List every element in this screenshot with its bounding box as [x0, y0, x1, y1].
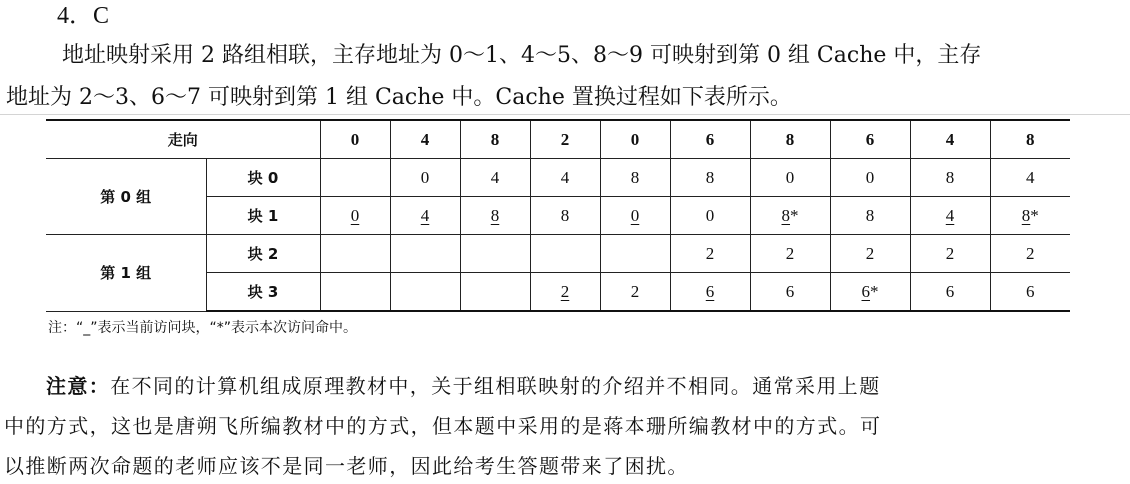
table-cell	[830, 273, 910, 312]
table-cell	[750, 273, 830, 312]
hit-mark: *	[870, 281, 879, 301]
table-cell	[910, 235, 990, 273]
remark-text: 在不同的计算机组成原理教材中，关于组相联映射的介绍并不相同。通常采用上题	[110, 374, 881, 398]
cell-value: 0	[350, 205, 360, 225]
cell-value: 2	[630, 281, 640, 301]
cell-value: 6	[705, 281, 715, 301]
table-cell	[990, 159, 1070, 197]
sequence-cell: 8	[990, 120, 1070, 159]
cell-value: 0	[705, 205, 715, 225]
table-cell	[390, 159, 460, 197]
cell-value: 2	[705, 243, 715, 263]
cell-value: 0	[420, 167, 430, 187]
cell-value: 2	[1026, 243, 1035, 263]
table-cell	[750, 159, 830, 197]
cache-replacement-table	[46, 119, 1070, 312]
block-label: 块 0	[206, 159, 320, 197]
cell-value: 8	[630, 167, 640, 187]
sequence-cell: 4	[910, 120, 990, 159]
table-cell	[750, 235, 830, 273]
table-cell	[670, 197, 750, 235]
table-cell	[390, 273, 460, 312]
sequence-cell: 4	[390, 120, 460, 159]
header-row	[46, 120, 1070, 159]
table-cell	[600, 235, 670, 273]
sequence-cell: 0	[600, 120, 670, 159]
remark-line-2: 中的方式，这也是唐朔飞所编教材中的方式，但本题中采用的是蒋本珊所编教材中的方式。可	[4, 414, 882, 438]
cell-value: 4	[420, 205, 430, 225]
block-label: 块 3	[206, 273, 320, 312]
table-cell	[600, 197, 670, 235]
cell-value: 8	[1021, 205, 1031, 225]
hit-mark: *	[790, 205, 799, 225]
cell-value: 4	[945, 205, 955, 225]
table-cell	[990, 235, 1070, 273]
table-cell	[530, 159, 600, 197]
sequence-cell: 0	[320, 120, 390, 159]
table-cell	[460, 273, 530, 312]
table-cell	[670, 273, 750, 312]
remark-label: 注意：	[46, 374, 111, 398]
cell-value: 8	[945, 167, 955, 187]
table-cell	[320, 273, 390, 312]
table-cell	[910, 159, 990, 197]
table-cell	[320, 159, 390, 197]
table-cell	[460, 159, 530, 197]
table-cell	[600, 159, 670, 197]
group-label: 第 0 组	[46, 159, 206, 235]
cell-value: 2	[945, 243, 955, 263]
block-label: 块 2	[206, 235, 320, 273]
table-cell	[990, 273, 1070, 312]
table-cell	[990, 197, 1070, 235]
sequence-cell: 6	[670, 120, 750, 159]
sequence-cell: 8	[460, 120, 530, 159]
cell-value: 0	[630, 205, 640, 225]
cell-value: 4	[490, 167, 500, 187]
sequence-cell: 8	[750, 120, 830, 159]
table-cell	[460, 235, 530, 273]
table-cell	[460, 197, 530, 235]
cell-value: 2	[865, 243, 875, 263]
cell-value: 2	[560, 281, 570, 301]
table-cell	[910, 273, 990, 312]
table-note: 注：“_”表示当前访问块，“*”表示本次访问命中。	[48, 320, 358, 336]
direction-header: 走向	[46, 120, 320, 159]
sequence-cell: 2	[530, 120, 600, 159]
cell-value: 6	[1026, 281, 1035, 301]
paragraph-line-1: 地址映射采用 2 路组相联，主存地址为 0～1、4～5、8～9 可映射到第 0 组 Cache 中，主存	[62, 43, 982, 68]
table-cell	[530, 197, 600, 235]
table-cell	[670, 235, 750, 273]
cell-value: 6	[945, 281, 955, 301]
remark-line-3: 以推断两次命题的老师应该不是同一老师，因此给考生答题带来了困扰。	[4, 454, 689, 478]
cell-value: 8	[705, 167, 715, 187]
remark-line-1	[46, 373, 881, 399]
table-cell	[390, 197, 460, 235]
table-cell	[830, 197, 910, 235]
table-cell	[830, 235, 910, 273]
answer-heading: 4．C	[57, 3, 110, 29]
table-cell	[390, 235, 460, 273]
cell-value: 8	[490, 205, 500, 225]
table-cell	[530, 235, 600, 273]
cell-value: 4	[1026, 167, 1035, 187]
cell-value: 0	[785, 167, 795, 187]
table-cell	[320, 197, 390, 235]
table-cell	[600, 273, 670, 312]
sequence-cell: 6	[830, 120, 910, 159]
cell-value: 4	[560, 167, 570, 187]
page-divider	[0, 114, 1130, 115]
cell-value: 8	[865, 205, 875, 225]
cell-value: 8	[781, 205, 791, 225]
block-row	[46, 159, 1070, 197]
table-cell	[320, 235, 390, 273]
table-cell	[530, 273, 600, 312]
cell-value: 8	[560, 205, 570, 225]
table-cell	[910, 197, 990, 235]
hit-mark: *	[1030, 205, 1039, 225]
paragraph-line-2: 地址为 2～3、6～7 可映射到第 1 组 Cache 中。Cache 置换过程如下表所示。	[6, 85, 792, 110]
cell-value: 6	[861, 281, 871, 301]
table-cell	[830, 159, 910, 197]
block-row	[46, 235, 1070, 273]
cell-value: 2	[785, 243, 795, 263]
table-cell	[670, 159, 750, 197]
table-cell	[750, 197, 830, 235]
block-label: 块 1	[206, 197, 320, 235]
group-label: 第 1 组	[46, 235, 206, 312]
cell-value: 0	[865, 167, 875, 187]
cell-value: 6	[785, 281, 795, 301]
